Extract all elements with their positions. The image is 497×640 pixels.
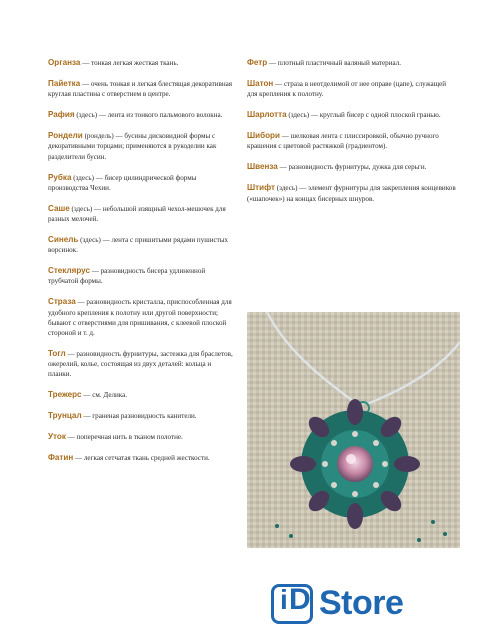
glossary-definition: — шелковая лента с плиссировкой, обычно ручного крашения с цветовой растяжкой (градиентом).	[247, 132, 439, 151]
idstore-logo	[271, 582, 447, 626]
glossary-definition: — поперечная нить в тканом полотне.	[65, 433, 183, 442]
glossary-entry	[247, 58, 457, 68]
glossary-entry	[48, 235, 234, 255]
glossary-term: Шарлотта	[247, 110, 287, 120]
glossary-term: Фатин	[48, 453, 74, 463]
glossary-entry	[247, 162, 457, 172]
glossary-definition: — см. Делика.	[81, 391, 128, 400]
glossary-term: Швенза	[247, 162, 278, 172]
glossary-term: Пайетка	[48, 79, 81, 88]
glossary-term: Фетр	[247, 58, 268, 67]
glossary-definition: — тонкая легкая жесткая ткань.	[80, 59, 179, 67]
glossary-entry	[247, 79, 457, 99]
glossary-entry	[48, 79, 234, 99]
glossary-term: Тогл	[48, 349, 66, 359]
glossary-entry	[48, 204, 234, 224]
glossary-term: Уток	[48, 432, 66, 442]
glossary-definition: — страза в неотделимой от нее оправе (цапе), служащей для крепления к полотну.	[247, 80, 447, 99]
glossary-definition: (рондель) — бусины дисковидной формы с декоративными торцами; применяются в рукоделии как разделители бусин.	[48, 132, 217, 161]
glossary-term: Трежерс	[48, 390, 82, 400]
logo-mark-d: D	[289, 583, 311, 616]
glossary-entry	[48, 110, 234, 120]
glossary-entry	[247, 110, 457, 120]
beaded-pendant-photo	[247, 312, 460, 548]
glossary-term: Рубка	[48, 172, 72, 182]
glossary-left-column	[48, 58, 234, 474]
glossary-entry	[247, 131, 457, 151]
glossary-entry	[48, 266, 234, 286]
glossary-entry	[48, 432, 234, 442]
glossary-term: Синель	[48, 235, 79, 245]
glossary-term: Шатон	[247, 79, 274, 88]
glossary-definition: — плотный пластичный валяный материал.	[267, 59, 402, 67]
glossary-right-column	[247, 58, 457, 215]
glossary-definition: — очень тонкая и легкая блестящая декоративная круглая пластина с отверстием в центре.	[48, 80, 233, 99]
glossary-definition: (здесь) — небольшой изящный чехол-мешочек для разных мелочей.	[48, 204, 226, 224]
glossary-entry	[247, 183, 457, 203]
glossary-entry	[48, 390, 234, 400]
glossary-definition: — граненая разновидность канители.	[81, 412, 197, 421]
glossary-entry	[48, 411, 234, 421]
glossary-term: Штифт	[247, 183, 276, 193]
glossary-definition: — разновидность фурнитуры, застежка для браслетов, ожерелий, колье, состоящая из двух деталей: кольца и планки.	[48, 350, 233, 379]
glossary-entry	[48, 173, 234, 193]
glossary-term: Стеклярус	[48, 266, 90, 276]
glossary-definition: (здесь) — круглый бисер с одной плоской гранью.	[286, 111, 441, 120]
logo-wordmark: Store	[319, 584, 404, 622]
glossary-term: Органза	[48, 58, 81, 67]
glossary-definition: (здесь) — элемент фурнитуры для закрепления концевиков («шапочек») на концах бисерных шнуров.	[247, 184, 456, 203]
glossary-definition: (здесь) — бисер цилиндрической формы производства Чехии.	[48, 173, 197, 192]
glossary-definition: — разновидность кристалла, приспособленная для удобного крепления к полотну или другой поверхности; бывают с отверстиями для пришивания, с клеевой плоской стороной и т. д.	[48, 298, 232, 338]
glossary-entry	[48, 349, 234, 380]
logo-mark-i: i	[280, 584, 288, 615]
glossary-entry	[48, 453, 234, 463]
glossary-term: Саше	[48, 203, 70, 213]
glossary-entry	[48, 58, 234, 68]
glossary-definition: — разновидность фурнитуры, дужка для серьги.	[277, 163, 427, 172]
glossary-entry	[48, 131, 234, 162]
glossary-term: Страза	[48, 297, 76, 307]
glossary-definition: (здесь) — лента из тонкого пальмового волокна.	[74, 111, 223, 120]
glossary-term: Шибори	[247, 131, 280, 141]
glossary-term: Рафия	[48, 110, 75, 120]
glossary-entry	[48, 297, 234, 338]
glossary-definition: — легкая сетчатая ткань средней жесткости.	[73, 454, 210, 463]
glossary-term: Рондели	[48, 131, 83, 141]
glossary-definition: — разновидность бисера удлиненной трубчатой формы.	[48, 267, 206, 286]
glossary-definition: (здесь) — лента с пришитыми рядами пушистых ворсинок.	[48, 236, 229, 255]
glossary-term: Трунцал	[48, 411, 82, 421]
